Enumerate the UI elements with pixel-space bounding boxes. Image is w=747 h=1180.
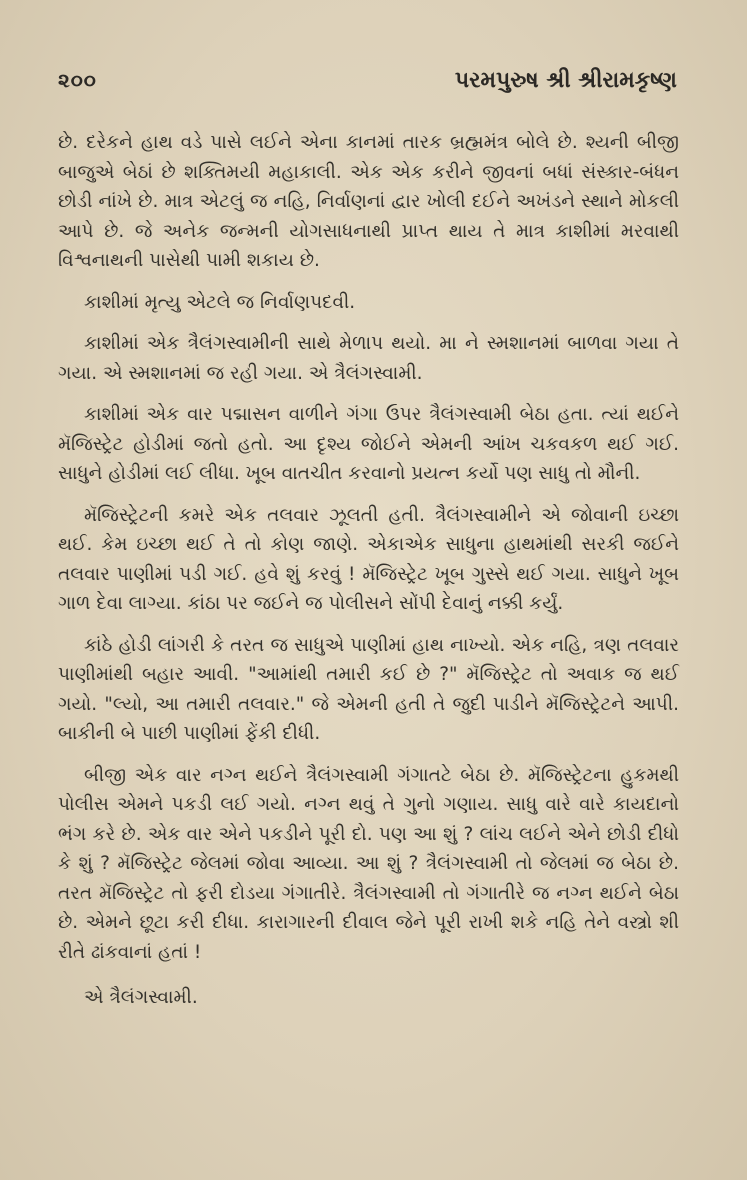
paragraph-6: કાંઠે હોડી લાંગરી કે તરત જ સાધુએ પાણીમાં હાથ નાખ્યો. એક નહિ, ત્રણ તલવાર પાણીમાંથી બહાર આવી. "આમાંથી તમારી કઈ છે ?" મૅજિસ્ટ્રેટ તો અવાક જ થઈ ગયો. "લ્યો, આ તમારી તલવાર." જે એમની હતી તે જુદી પાડીને મૅજિસ્ટ્રેટને આપી. બાકીની બે પાછી પાણીમાં ફેંકી દીધી. — [58, 634, 679, 744]
page-header — [58, 60, 677, 100]
paragraph-3: કાશીમાં એક ત્રૈલંગસ્વામીની સાથે મેળાપ થયો. મા ને સ્મશાનમાં બાળવા ગયા તે ગયા. એ સ્મશાનમાં જ રહી ગયા. એ ત્રૈલંગસ્વામી. — [58, 333, 679, 384]
paragraph-2: કાશીમાં મૃત્યુ એટલે જ નિર્વાણપદવી. — [84, 291, 356, 313]
page-number: ૨૦૦ — [58, 68, 97, 92]
body-text — [58, 128, 679, 1025]
paragraph-1: છે. દરેકને હાથ વડે પાસે લઈને એના કાનમાં તારક બ્રહ્મમંત્ર બોલે છે. શ્યની બીજી બાજુએ બેઠાં છે શક્તિમયી મહાકાલી. એક એક કરીને જીવનાં બધાં સંસ્કાર-બંધન છોડી નાંખે છે. માત્ર એટલું જ નહિ, નિર્વાણનાં દ્વાર ખોલી દઈને અખંડને સ્થાને મોકલી આપે છે. જે અનેક જન્મની યોગસાધનાથી પ્રાપ્ત થાય તે માત્ર કાશીમાં મરવાથી વિશ્વનાથની પાસેથી પામી શકાય છે. — [58, 132, 679, 271]
running-head: પરમપુરુષ શ્રી શ્રીરામકૃષ્ણ — [454, 67, 677, 93]
paragraph-5: મૅજિસ્ટ્રેટની કમરે એક તલવાર ઝૂલતી હતી. ત્રૈલંગસ્વામીને એ જોવાની ઇચ્છા થઈ. કેમ ઇચ્છા થઈ તે તો કોણ જાણે. એકાએક સાધુના હાથમાંથી સરકી જઈને તલવાર પાણીમાં પડી ગઈ. હવે શું કરવું ! મૅજિસ્ટ્રેટ ખૂબ ગુસ્સે થઈ ગયા. સાધુને ખૂબ ગાળ દેવા લાગ્યા. કાંઠા પર જઈને જ પોલીસને સોંપી દેવાનું નક્કી કર્યું. — [58, 504, 679, 614]
paragraph-7: બીજી એક વાર નગ્ન થઈને ત્રૈલંગસ્વામી ગંગાતટે બેઠા છે. મૅજિસ્ટ્રેટના હુકમથી પોલીસ એમને પકડી લઈ ગયો. નગ્ન થવું તે ગુનો ગણાય. સાધુ વારે વારે કાયદાનો ભંગ કરે છે. એક વાર એને પકડીને પૂરી દો. પણ આ શું ? લાંચ લઈને એને છોડી દીધો કે શું ? મૅજિસ્ટ્રેટ જેલમાં જોવા આવ્યા. આ શું ? ત્રૈલંગસ્વામી તો જેલમાં જ બેઠા છે. તરત મૅજિસ્ટ્રેટ તો ફરી દોડયા ગંગાતીરે. ત્રૈલંગસ્વામી તો ગંગાતીરે જ નગ્ન થઈને બેઠા છે. એમને છૂટા કરી દીધા. કારાગારની દીવાલ જેને પૂરી રાખી શકે નહિ તેને વસ્ત્રો શી રીતે ઢાંકવાનાં હતાં ! — [58, 764, 679, 963]
paragraph-8: એ ત્રૈલંગસ્વામી. — [84, 987, 198, 1008]
paragraph-4: કાશીમાં એક વાર પદ્માસન વાળીને ગંગા ઉપર ત્રૈલંગસ્વામી બેઠા હતા. ત્યાં થઈને મૅજિસ્ટ્રેટ હોડીમાં જતો હતો. આ દૃશ્ય જોઈને એમની આંખ ચકવકળ થઈ ગઈ. સાધુને હોડીમાં લઈ લીધા. ખૂબ વાતચીત કરવાનો પ્રયત્ન કર્યો પણ સાધુ તો મૌની. — [58, 404, 679, 484]
